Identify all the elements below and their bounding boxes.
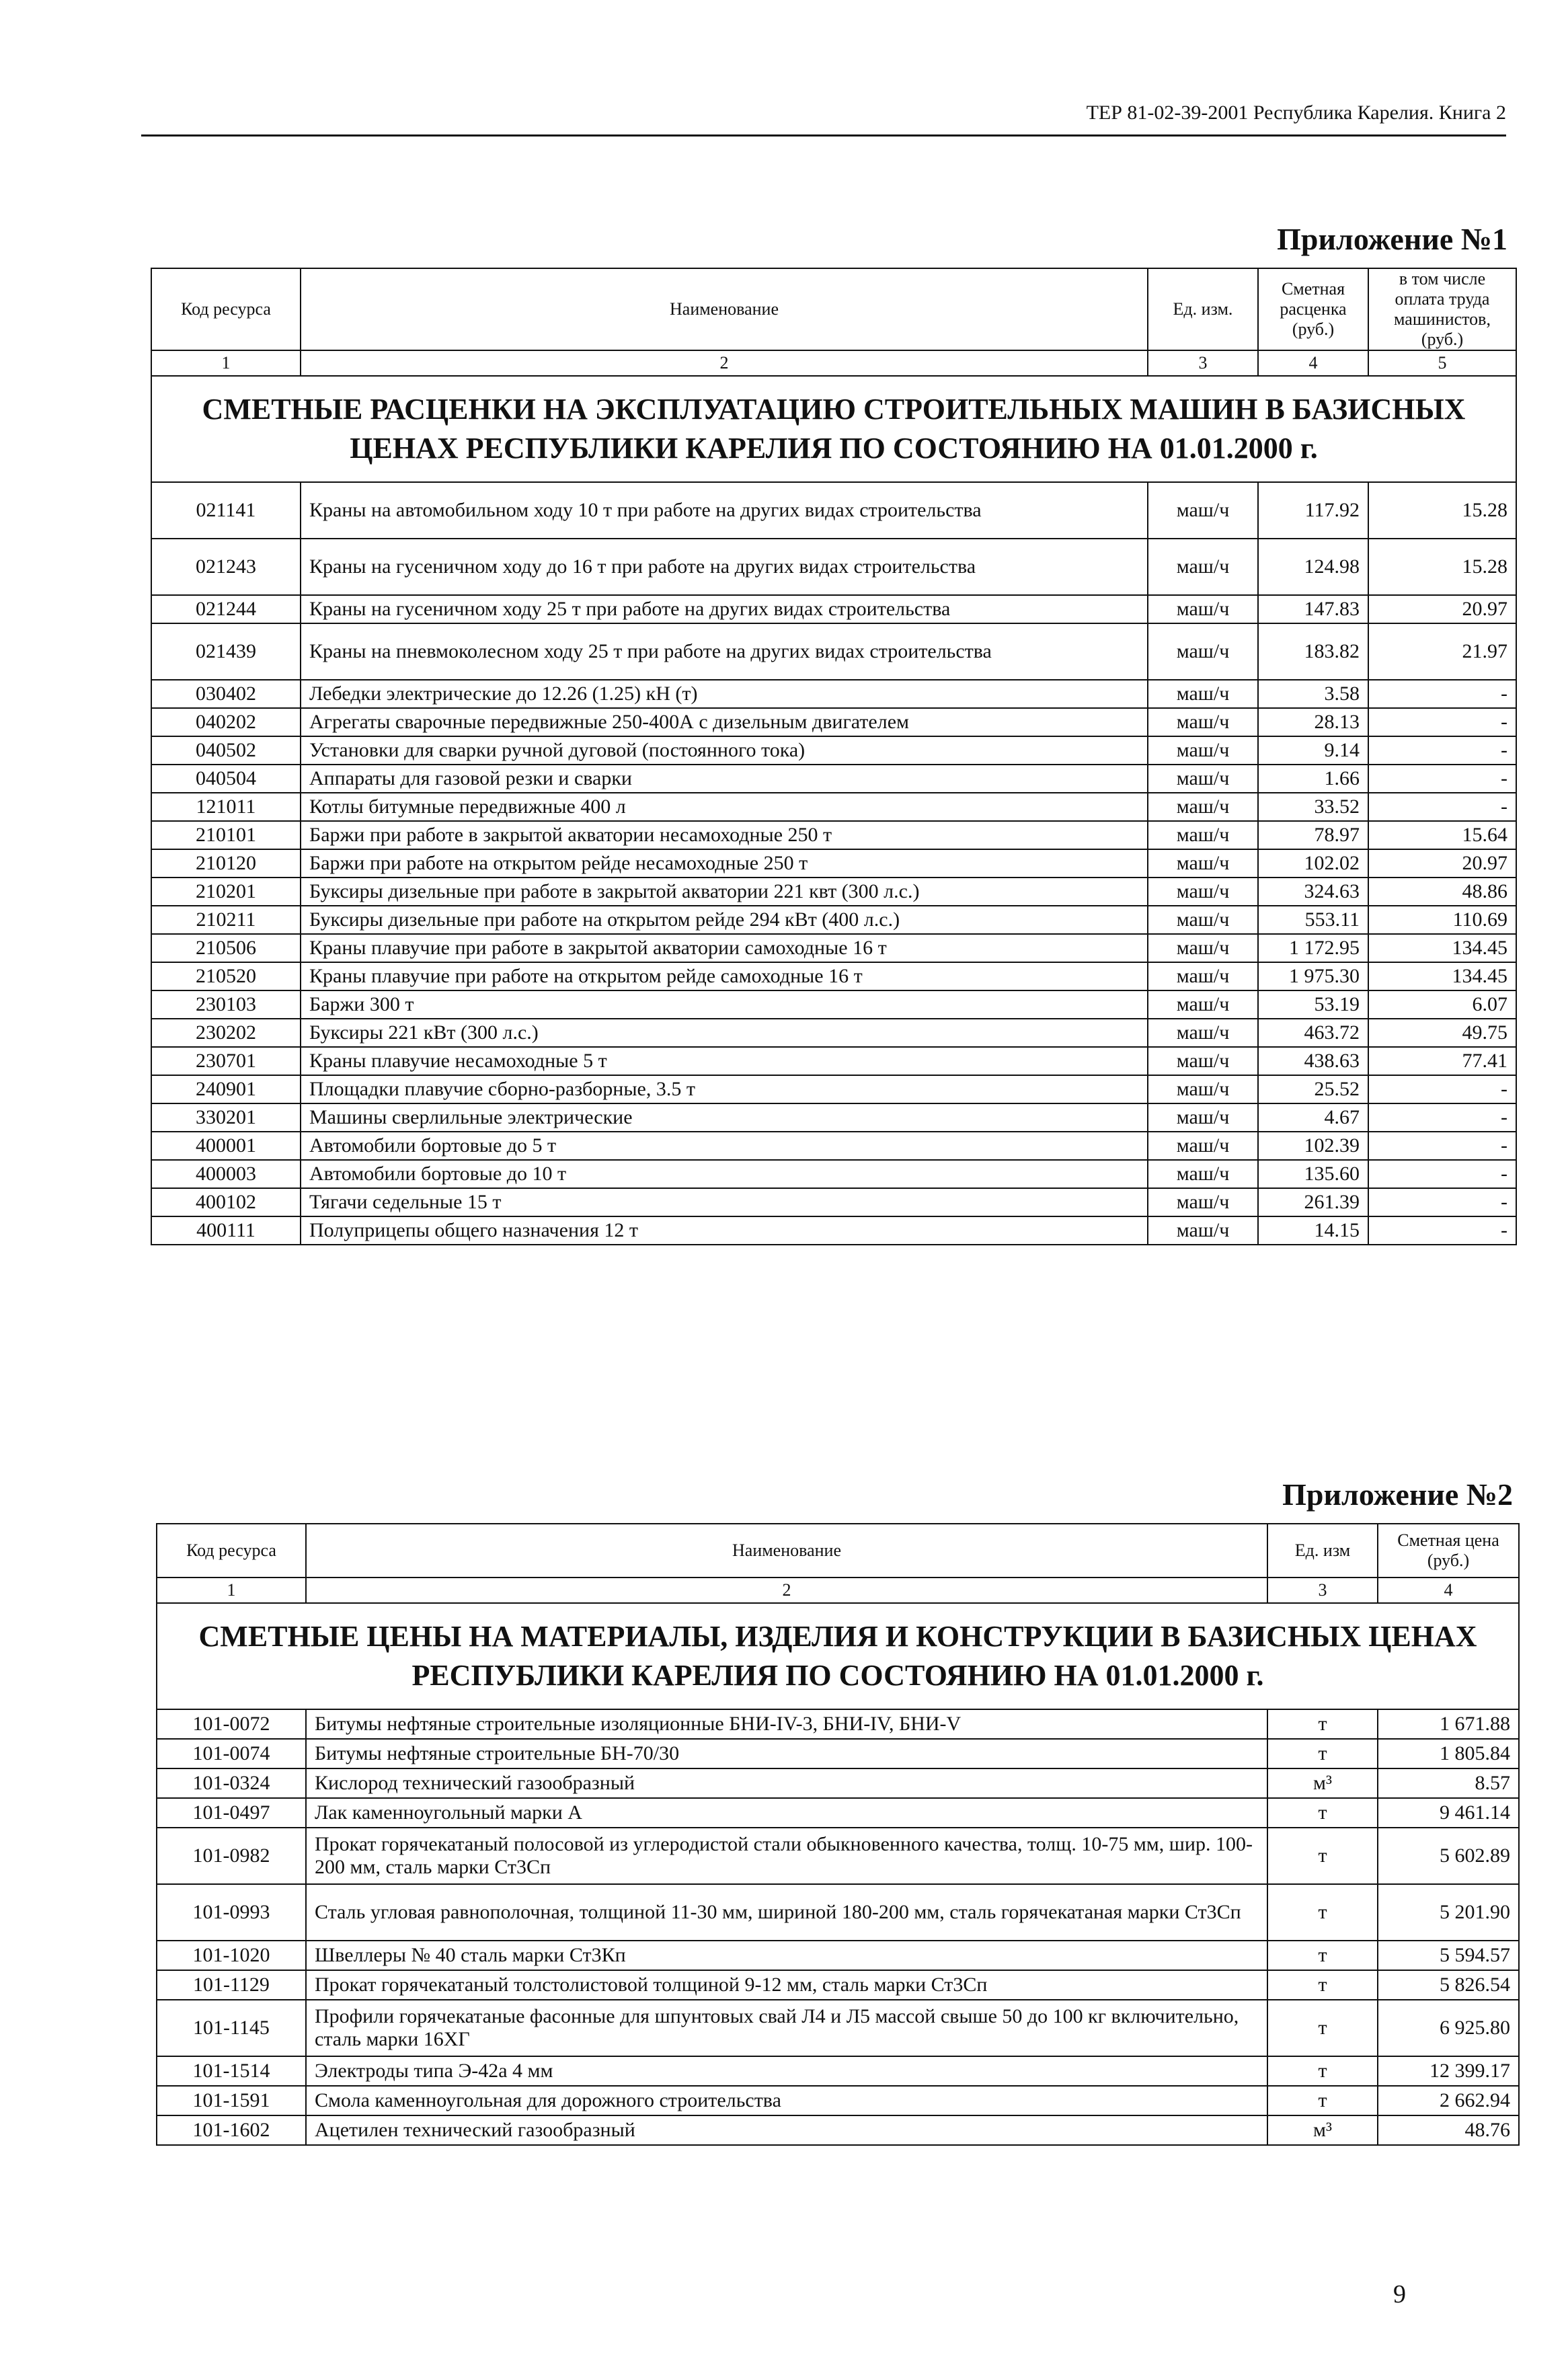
cell-labor: 77.41: [1368, 1047, 1516, 1075]
section-title: СМЕТНЫЕ РАСЦЕНКИ НА ЭКСПЛУАТАЦИЮ СТРОИТЕЛЬНЫХ МАШИН В БАЗИСНЫХ ЦЕНАХ РЕСПУБЛИКИ КАРЕЛИЯ ПО СОСТОЯНИЮ НА 01.01.2000 г.: [151, 376, 1516, 482]
cell-name: Краны плавучие несамоходные 5 т: [301, 1047, 1148, 1075]
cell-unit: маш/ч: [1148, 1188, 1258, 1216]
cell-name: Сталь угловая равнополочная, толщиной 11-30 мм, шириной 180-200 мм, сталь горячекатаная марки Ст3Сп: [306, 1884, 1267, 1941]
cell-unit: м³: [1267, 1768, 1378, 1798]
table-row: [151, 962, 1516, 990]
column-header-price: Сметная расценка (руб.): [1258, 268, 1368, 350]
cell-unit: маш/ч: [1148, 595, 1258, 623]
cell-labor: -: [1368, 1216, 1516, 1245]
cell-unit: маш/ч: [1148, 1160, 1258, 1188]
table-row: [151, 736, 1516, 765]
cell-code: 101-1129: [157, 1970, 306, 2000]
column-header-code: Код ресурса: [157, 1524, 306, 1578]
cell-name: Электроды типа Э-42а 4 мм: [306, 2056, 1267, 2086]
cell-unit: т: [1267, 2000, 1378, 2056]
column-header-unit: Ед. изм: [1267, 1524, 1378, 1578]
column-header-name: Наименование: [301, 268, 1148, 350]
cell-unit: т: [1267, 1739, 1378, 1768]
appendix-2-title: Приложение №2: [1282, 1477, 1513, 1512]
cell-price: 1.66: [1258, 765, 1368, 793]
table-row: [157, 1970, 1519, 2000]
material-prices-table: [156, 1523, 1520, 2146]
table-row: [151, 878, 1516, 906]
cell-name: Краны плавучие при работе на открытом рейде самоходные 16 т: [301, 962, 1148, 990]
cell-price: 12 399.17: [1378, 2056, 1519, 2086]
cell-price: 1 671.88: [1378, 1709, 1519, 1739]
cell-unit: т: [1267, 1828, 1378, 1884]
cell-price: 9 461.14: [1378, 1798, 1519, 1828]
cell-price: 261.39: [1258, 1188, 1368, 1216]
cell-name: Швеллеры № 40 сталь марки Ст3Кп: [306, 1941, 1267, 1970]
cell-code: 400102: [151, 1188, 301, 1216]
cell-price: 1 172.95: [1258, 934, 1368, 962]
table-row: [151, 1132, 1516, 1160]
column-header-code: Код ресурса: [151, 268, 301, 350]
cell-name: Краны на гусеничном ходу до 16 т при работе на других видах строительства: [301, 539, 1148, 595]
cell-unit: т: [1267, 1941, 1378, 1970]
cell-price: 25.52: [1258, 1075, 1368, 1103]
table-row: [157, 1941, 1519, 1970]
column-number: 1: [151, 350, 301, 376]
cell-price: 117.92: [1258, 482, 1368, 539]
cell-name: Битумы нефтяные строительные БН-70/30: [306, 1739, 1267, 1768]
table-row: [151, 595, 1516, 623]
document-header: ТЕР 81-02-39-2001 Республика Карелия. Книга 2: [1086, 102, 1506, 124]
cell-name: Баржи при работе на открытом рейде несамоходные 250 т: [301, 849, 1148, 878]
machine-rates-table: [151, 268, 1517, 1245]
cell-price: 102.02: [1258, 849, 1368, 878]
cell-code: 021439: [151, 623, 301, 680]
table-row: [151, 934, 1516, 962]
table-row: [157, 1884, 1519, 1941]
cell-name: Полуприцепы общего назначения 12 т: [301, 1216, 1148, 1245]
cell-price: 33.52: [1258, 793, 1368, 821]
cell-unit: т: [1267, 2056, 1378, 2086]
table-row: [151, 793, 1516, 821]
cell-unit: т: [1267, 1798, 1378, 1828]
cell-code: 330201: [151, 1103, 301, 1132]
cell-name: Краны на пневмоколесном ходу 25 т при работе на других видах строительства: [301, 623, 1148, 680]
table-row: [157, 2056, 1519, 2086]
column-number: 3: [1148, 350, 1258, 376]
cell-unit: маш/ч: [1148, 1075, 1258, 1103]
cell-code: 101-1602: [157, 2115, 306, 2145]
cell-name: Прокат горячекатаный толстолистовой толщиной 9-12 мм, сталь марки Ст3Сп: [306, 1970, 1267, 2000]
cell-code: 101-1591: [157, 2086, 306, 2115]
column-header-row: [157, 1524, 1519, 1578]
cell-code: 210101: [151, 821, 301, 849]
cell-name: Краны плавучие при работе в закрытой акватории самоходные 16 т: [301, 934, 1148, 962]
cell-labor: -: [1368, 1188, 1516, 1216]
cell-unit: м³: [1267, 2115, 1378, 2145]
cell-unit: маш/ч: [1148, 821, 1258, 849]
cell-labor: -: [1368, 680, 1516, 708]
cell-code: 400001: [151, 1132, 301, 1160]
cell-price: 78.97: [1258, 821, 1368, 849]
cell-unit: маш/ч: [1148, 990, 1258, 1019]
cell-unit: маш/ч: [1148, 708, 1258, 736]
column-number: 2: [301, 350, 1148, 376]
cell-name: Баржи при работе в закрытой акватории несамоходные 250 т: [301, 821, 1148, 849]
column-number: 1: [157, 1578, 306, 1603]
cell-labor: -: [1368, 765, 1516, 793]
cell-code: 210506: [151, 934, 301, 962]
table-row: [157, 2115, 1519, 2145]
table-row: [157, 1739, 1519, 1768]
table-row: [157, 1828, 1519, 1884]
cell-name: Буксиры дизельные при работе в закрытой акватории 221 квт (300 л.с.): [301, 878, 1148, 906]
cell-labor: 48.86: [1368, 878, 1516, 906]
cell-name: Тягачи седельные 15 т: [301, 1188, 1148, 1216]
cell-price: 5 594.57: [1378, 1941, 1519, 1970]
cell-price: 14.15: [1258, 1216, 1368, 1245]
cell-code: 021141: [151, 482, 301, 539]
table-row: [151, 1188, 1516, 1216]
table-row: [151, 1075, 1516, 1103]
table-row: [157, 1768, 1519, 1798]
cell-code: 040202: [151, 708, 301, 736]
cell-unit: маш/ч: [1148, 680, 1258, 708]
cell-labor: -: [1368, 1103, 1516, 1132]
cell-name: Буксиры 221 кВт (300 л.с.): [301, 1019, 1148, 1047]
cell-name: Кислород технический газообразный: [306, 1768, 1267, 1798]
cell-labor: 15.28: [1368, 482, 1516, 539]
table-row: [151, 1160, 1516, 1188]
column-number: 5: [1368, 350, 1516, 376]
table-row: [151, 1019, 1516, 1047]
cell-name: Профили горячекатаные фасонные для шпунтовых свай Л4 и Л5 массой свыше 50 до 100 кг включительно, сталь марки 16ХГ: [306, 2000, 1267, 2056]
cell-price: 438.63: [1258, 1047, 1368, 1075]
cell-labor: -: [1368, 708, 1516, 736]
cell-price: 102.39: [1258, 1132, 1368, 1160]
header-rule: [141, 134, 1506, 137]
cell-labor: 20.97: [1368, 595, 1516, 623]
cell-price: 5 826.54: [1378, 1970, 1519, 2000]
section-title: СМЕТНЫЕ ЦЕНЫ НА МАТЕРИАЛЫ, ИЗДЕЛИЯ И КОНСТРУКЦИИ В БАЗИСНЫХ ЦЕНАХ РЕСПУБЛИКИ КАРЕЛИЯ ПО СОСТОЯНИЮ НА 01.01.2000 г.: [157, 1603, 1519, 1709]
cell-price: 5 201.90: [1378, 1884, 1519, 1941]
cell-labor: 134.45: [1368, 962, 1516, 990]
cell-unit: маш/ч: [1148, 878, 1258, 906]
cell-code: 030402: [151, 680, 301, 708]
cell-name: Аппараты для газовой резки и сварки: [301, 765, 1148, 793]
cell-price: 324.63: [1258, 878, 1368, 906]
cell-price: 135.60: [1258, 1160, 1368, 1188]
cell-price: 183.82: [1258, 623, 1368, 680]
cell-price: 3.58: [1258, 680, 1368, 708]
cell-labor: 15.64: [1368, 821, 1516, 849]
cell-name: Агрегаты сварочные передвижные 250-400А с дизельным двигателем: [301, 708, 1148, 736]
table-row: [151, 990, 1516, 1019]
cell-price: 48.76: [1378, 2115, 1519, 2145]
cell-code: 240901: [151, 1075, 301, 1103]
cell-name: Лак каменноугольный марки А: [306, 1798, 1267, 1828]
cell-price: 463.72: [1258, 1019, 1368, 1047]
cell-code: 101-1020: [157, 1941, 306, 1970]
cell-unit: маш/ч: [1148, 906, 1258, 934]
cell-unit: маш/ч: [1148, 482, 1258, 539]
cell-unit: маш/ч: [1148, 1019, 1258, 1047]
table-row: [151, 765, 1516, 793]
cell-unit: т: [1267, 2086, 1378, 2115]
cell-price: 147.83: [1258, 595, 1368, 623]
cell-unit: маш/ч: [1148, 849, 1258, 878]
cell-code: 101-0074: [157, 1739, 306, 1768]
cell-labor: 6.07: [1368, 990, 1516, 1019]
page-number: 9: [1393, 2280, 1406, 2308]
cell-price: 6 925.80: [1378, 2000, 1519, 2056]
cell-unit: маш/ч: [1148, 765, 1258, 793]
cell-price: 53.19: [1258, 990, 1368, 1019]
cell-unit: маш/ч: [1148, 1047, 1258, 1075]
cell-name: Машины сверлильные электрические: [301, 1103, 1148, 1132]
cell-code: 230103: [151, 990, 301, 1019]
cell-unit: маш/ч: [1148, 623, 1258, 680]
cell-price: 4.67: [1258, 1103, 1368, 1132]
cell-code: 101-1145: [157, 2000, 306, 2056]
column-header-labor: в том числе оплата труда машинистов, (руб.): [1368, 268, 1516, 350]
column-header-row: [151, 268, 1516, 350]
cell-unit: маш/ч: [1148, 736, 1258, 765]
cell-code: 210520: [151, 962, 301, 990]
table-row: [151, 680, 1516, 708]
table-row: [151, 623, 1516, 680]
cell-labor: -: [1368, 793, 1516, 821]
cell-code: 400003: [151, 1160, 301, 1188]
table-row: [157, 1798, 1519, 1828]
cell-code: 210120: [151, 849, 301, 878]
cell-code: 101-0324: [157, 1768, 306, 1798]
machine-rates-body: [151, 482, 1516, 1245]
cell-name: Буксиры дизельные при работе на открытом рейде 294 кВт (400 л.с.): [301, 906, 1148, 934]
table-row: [151, 708, 1516, 736]
cell-unit: т: [1267, 1884, 1378, 1941]
cell-unit: маш/ч: [1148, 793, 1258, 821]
cell-code: 101-0497: [157, 1798, 306, 1828]
cell-code: 040502: [151, 736, 301, 765]
cell-name: Краны на гусеничном ходу 25 т при работе на других видах строительства: [301, 595, 1148, 623]
cell-price: 28.13: [1258, 708, 1368, 736]
cell-name: Автомобили бортовые до 5 т: [301, 1132, 1148, 1160]
cell-code: 101-0072: [157, 1709, 306, 1739]
cell-labor: 49.75: [1368, 1019, 1516, 1047]
table-row: [157, 2000, 1519, 2056]
cell-name: Битумы нефтяные строительные изоляционные БНИ-IV-3, БНИ-IV, БНИ-V: [306, 1709, 1267, 1739]
cell-name: Прокат горячекатаный полосовой из углеродистой стали обыкновенного качества, толщ. 10-75 мм, шир. 100-200 мм, сталь марки Ст3Сп: [306, 1828, 1267, 1884]
cell-name: Лебедки электрические до 12.26 (1.25) кН (т): [301, 680, 1148, 708]
table-row: [151, 1103, 1516, 1132]
table-row: [151, 821, 1516, 849]
cell-labor: -: [1368, 1160, 1516, 1188]
appendix-1-title: Приложение №1: [1277, 222, 1507, 256]
cell-name: Ацетилен технический газообразный: [306, 2115, 1267, 2145]
cell-unit: маш/ч: [1148, 934, 1258, 962]
cell-code: 101-1514: [157, 2056, 306, 2086]
cell-code: 021243: [151, 539, 301, 595]
cell-code: 040504: [151, 765, 301, 793]
cell-price: 1 805.84: [1378, 1739, 1519, 1768]
cell-name: Баржи 300 т: [301, 990, 1148, 1019]
column-header-name: Наименование: [306, 1524, 1267, 1578]
cell-labor: 15.28: [1368, 539, 1516, 595]
cell-code: 230202: [151, 1019, 301, 1047]
cell-price: 553.11: [1258, 906, 1368, 934]
table-row: [151, 849, 1516, 878]
column-number-row: [151, 350, 1516, 376]
cell-price: 124.98: [1258, 539, 1368, 595]
cell-labor: 134.45: [1368, 934, 1516, 962]
table-row: [157, 1709, 1519, 1739]
cell-labor: 110.69: [1368, 906, 1516, 934]
table-row: [151, 482, 1516, 539]
cell-unit: маш/ч: [1148, 1103, 1258, 1132]
cell-labor: 21.97: [1368, 623, 1516, 680]
cell-price: 5 602.89: [1378, 1828, 1519, 1884]
cell-code: 101-0993: [157, 1884, 306, 1941]
cell-name: Смола каменноугольная для дорожного строительства: [306, 2086, 1267, 2115]
section-title-row: [157, 1603, 1519, 1709]
section-title-row: [151, 376, 1516, 482]
cell-code: 400111: [151, 1216, 301, 1245]
cell-code: 210201: [151, 878, 301, 906]
cell-labor: 20.97: [1368, 849, 1516, 878]
cell-code: 021244: [151, 595, 301, 623]
table-row: [151, 539, 1516, 595]
column-number: 3: [1267, 1578, 1378, 1603]
cell-price: 2 662.94: [1378, 2086, 1519, 2115]
cell-code: 101-0982: [157, 1828, 306, 1884]
cell-unit: т: [1267, 1709, 1378, 1739]
column-header-unit: Ед. изм.: [1148, 268, 1258, 350]
cell-labor: -: [1368, 736, 1516, 765]
cell-unit: маш/ч: [1148, 962, 1258, 990]
column-header-price: Сметная цена (руб.): [1378, 1524, 1519, 1578]
table-row: [151, 1216, 1516, 1245]
cell-unit: маш/ч: [1148, 1216, 1258, 1245]
column-number-row: [157, 1578, 1519, 1603]
cell-labor: -: [1368, 1132, 1516, 1160]
cell-code: 230701: [151, 1047, 301, 1075]
cell-price: 9.14: [1258, 736, 1368, 765]
cell-price: 1 975.30: [1258, 962, 1368, 990]
column-number: 4: [1258, 350, 1368, 376]
cell-unit: т: [1267, 1970, 1378, 2000]
cell-code: 121011: [151, 793, 301, 821]
cell-name: Краны на автомобильном ходу 10 т при работе на других видах строительства: [301, 482, 1148, 539]
cell-name: Установки для сварки ручной дуговой (постоянного тока): [301, 736, 1148, 765]
table-row: [157, 2086, 1519, 2115]
table-row: [151, 906, 1516, 934]
material-prices-body: [157, 1709, 1519, 2145]
column-number: 2: [306, 1578, 1267, 1603]
cell-price: 8.57: [1378, 1768, 1519, 1798]
cell-name: Котлы битумные передвижные 400 л: [301, 793, 1148, 821]
cell-unit: маш/ч: [1148, 1132, 1258, 1160]
cell-name: Площадки плавучие сборно-разборные, 3.5 т: [301, 1075, 1148, 1103]
table-row: [151, 1047, 1516, 1075]
cell-labor: -: [1368, 1075, 1516, 1103]
cell-unit: маш/ч: [1148, 539, 1258, 595]
cell-name: Автомобили бортовые до 10 т: [301, 1160, 1148, 1188]
cell-code: 210211: [151, 906, 301, 934]
column-number: 4: [1378, 1578, 1519, 1603]
